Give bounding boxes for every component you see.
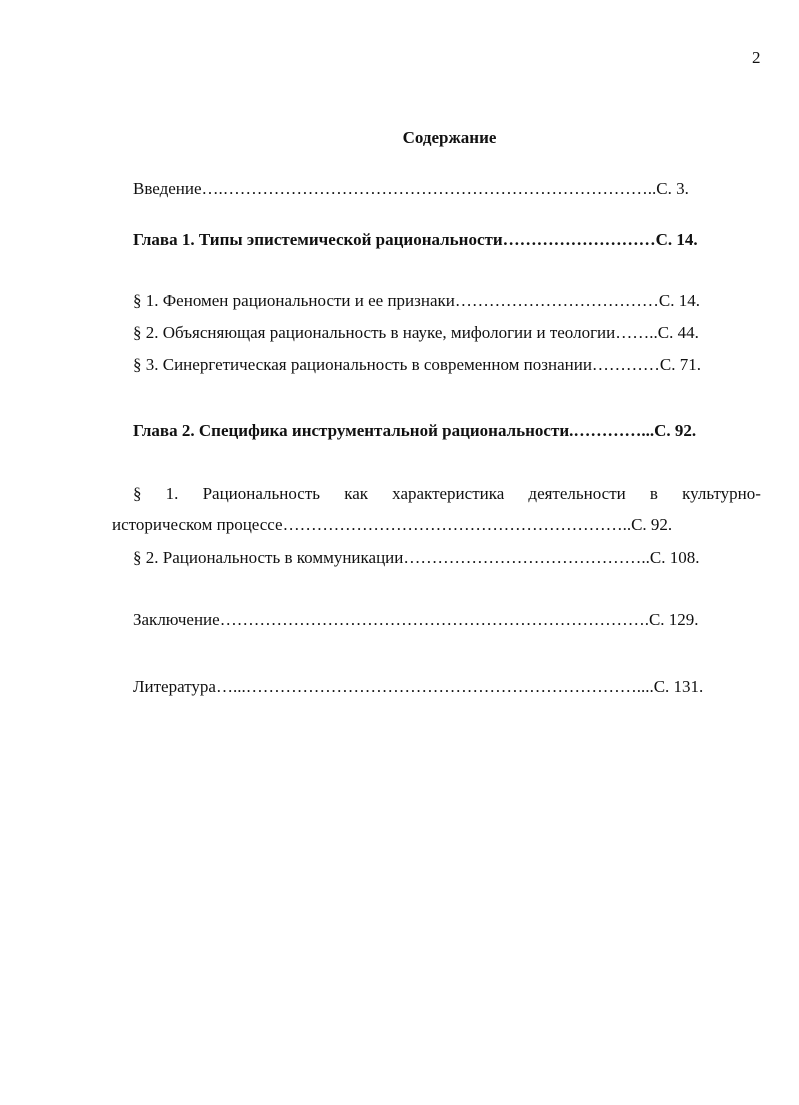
word: § (133, 484, 142, 503)
toc-entry-introduction: Введение….…………………………………………………………………..С. 3. (133, 179, 689, 198)
page-number: 2 (752, 48, 761, 67)
word: деятельности (528, 484, 626, 503)
word: характеристика (392, 484, 505, 503)
word: в (649, 484, 658, 503)
toc-entry-chapter-1-section-3: § 3. Синергетическая рациональность в современном познании…………С. 71. (133, 355, 702, 374)
page-title: Содержание (402, 128, 497, 147)
toc-entry-conclusion: Заключение………………………………………………………………….С. 129. (133, 610, 699, 629)
toc-entry-chapter-2-section-1-line-2: историческом процессе……………………………………………………..С. 92. (112, 515, 673, 534)
word: как (344, 484, 369, 503)
toc-entry-chapter-1-section-1: § 1. Феномен рациональности и ее признаки………………………………С. 14. (133, 291, 700, 310)
toc-entry-chapter-2-section-1-line-1 (133, 483, 761, 505)
toc-entry-chapter-2-section-2: § 2. Рациональность в коммуникации……………………………………..С. 108. (133, 548, 700, 567)
word: 1. (165, 484, 179, 503)
toc-entry-chapter-1: Глава 1. Типы эпистемической рациональности………………………С. 14. (133, 230, 698, 249)
toc-entry-literature: Литература…...……………………………………………………………....С. 131. (133, 677, 704, 696)
toc-entry-chapter-2: Глава 2. Специфика инструментальной рациональности.…………...С. 92. (133, 421, 697, 440)
word: Рациональность (202, 484, 321, 503)
toc-entry-chapter-1-section-2: § 2. Объясняющая рациональность в науке, мифологии и теологии……..С. 44. (133, 323, 699, 342)
word: культурно- (682, 484, 761, 503)
